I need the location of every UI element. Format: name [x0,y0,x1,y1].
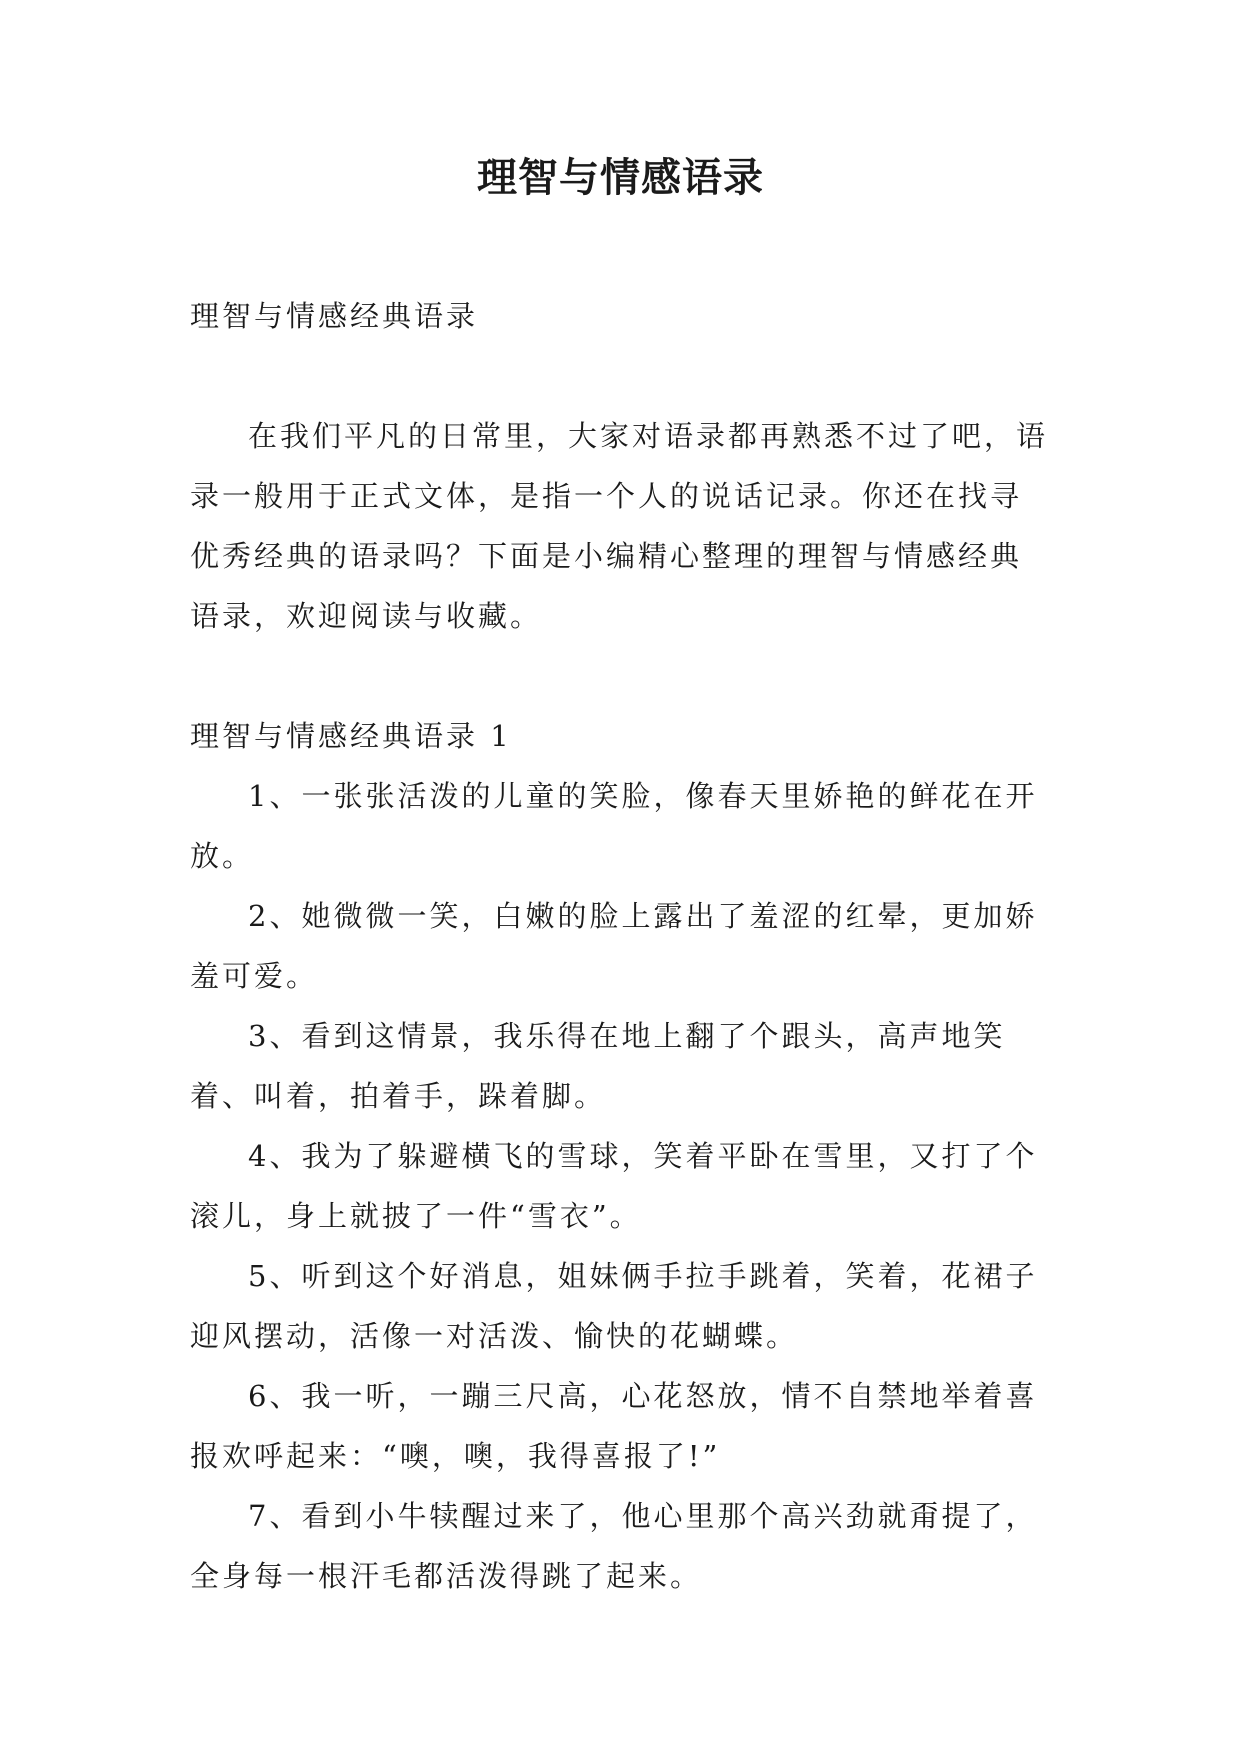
quote-item-5: 5、听到这个好消息，姐妹俩手拉手跳着，笑着，花裙子迎风摆动，活像一对活泼、愉快的花蝴蝶。 [190,1259,1038,1353]
spacer [190,646,1050,706]
quote-item-3: 3、看到这情景，我乐得在地上翻了个跟头，高声地笑着、叫着，拍着手，跺着脚。 [190,1019,1006,1113]
intro-paragraph: 在我们平凡的日常里，大家对语录都再熟悉不过了吧，语录一般用于正式文体，是指一个人的说话记录。你还在找寻优秀经典的语录吗？下面是小编精心整理的理智与情感经典语录，欢迎阅读与收藏。 [190,419,1049,633]
quote-item-2: 2、她微微一笑，白嫩的脸上露出了羞涩的红晕，更加娇羞可爱。 [190,899,1038,993]
quote-item-4: 4、我为了躲避横飞的雪球，笑着平卧在雪里，又打了个滚儿，身上就披了一件“雪衣”。 [190,1139,1038,1233]
document-title: 理智与情感语录 [477,154,764,201]
document-subtitle: 理智与情感经典语录 [190,299,479,333]
document-body [190,286,1050,1606]
quote-item-1: 1、一张张活泼的儿童的笑脸，像春天里娇艳的鲜花在开放。 [190,779,1038,873]
quote-item-6: 6、我一听，一蹦三尺高，心花怒放，情不自禁地举着喜报欢呼起来：“噢，噢，我得喜报了!” [190,1379,1038,1473]
section-heading: 理智与情感经典语录 1 [190,719,512,753]
spacer [190,346,1050,406]
quote-item-7: 7、看到小牛犊醒过来了，他心里那个高兴劲就甭提了，全身每一根汗毛都活泼得跳了起来。 [190,1499,1038,1593]
